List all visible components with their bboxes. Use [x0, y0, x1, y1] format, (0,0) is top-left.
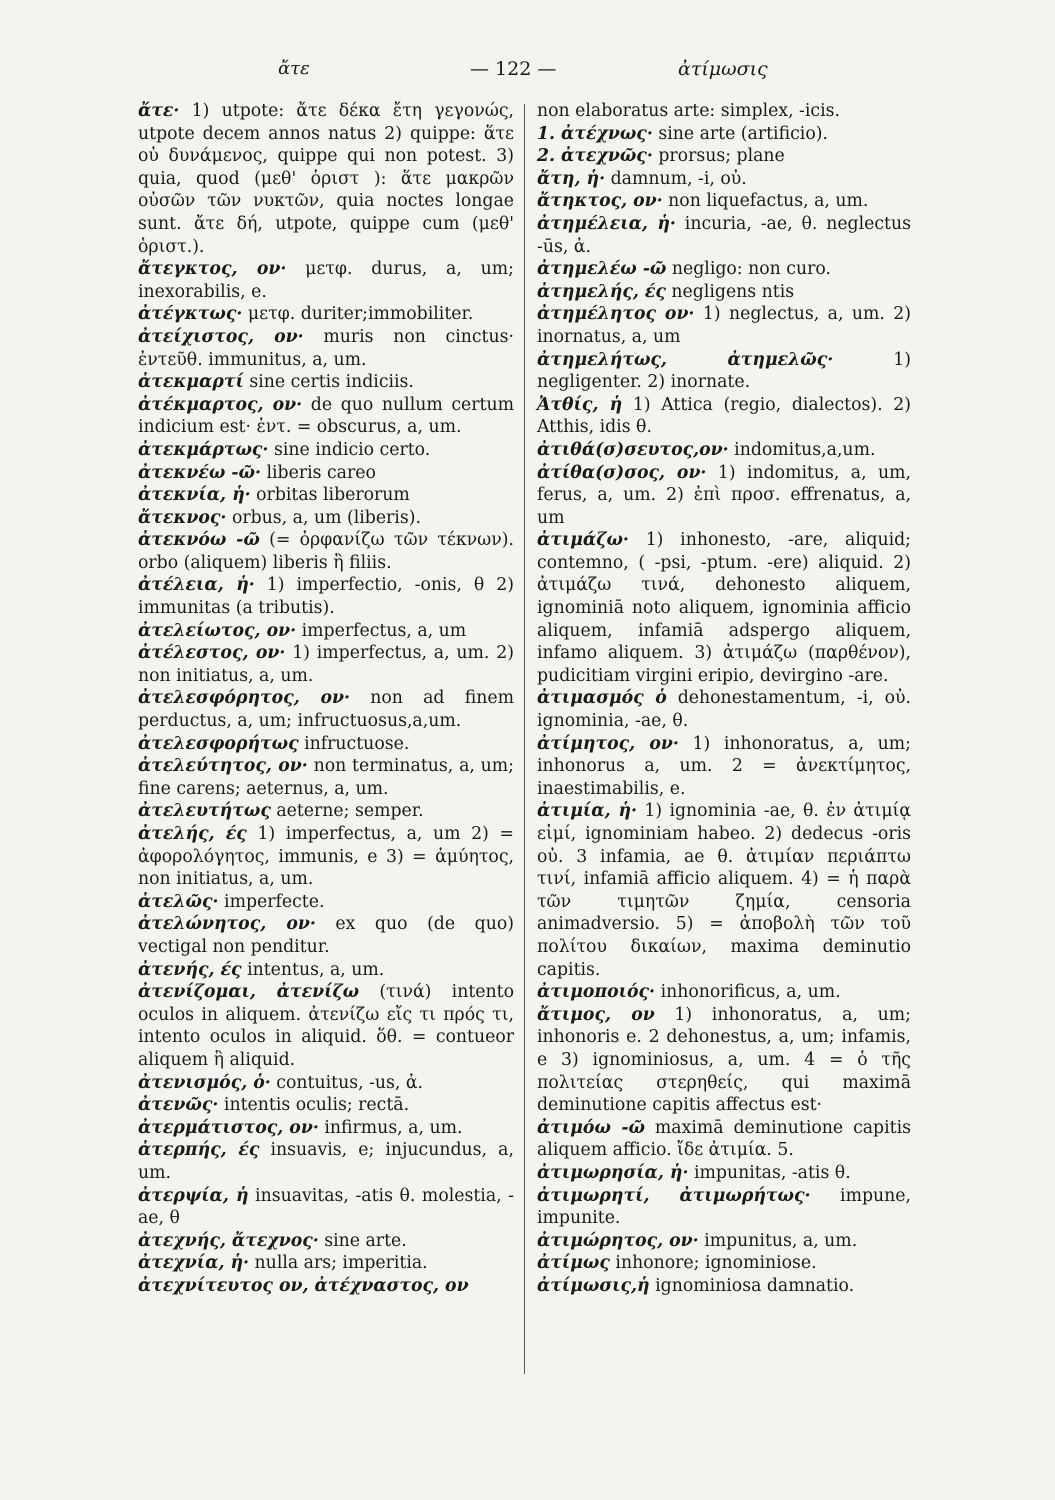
dictionary-entry [537, 281, 911, 304]
entry-definition: imperfecte. [218, 891, 325, 912]
entry-headword: ἀτελεσφόρητος, ον· [138, 688, 350, 709]
entry-headword: ἀτημελής, ές [537, 281, 666, 302]
entry-headword: ἀτημέλεια, ἡ· [537, 213, 676, 234]
dictionary-entry [138, 913, 514, 958]
entry-definition: 1) neglectus, a, um. 2) inornatus, a, um [537, 304, 911, 347]
dictionary-entry [537, 213, 911, 258]
entry-definition: 1) Attica (regio, dialectos). 2) Atthis, idis θ. [537, 394, 911, 438]
entry-headword: ἀτιμοποιός· [537, 982, 656, 1003]
dictionary-entry [138, 529, 514, 574]
entry-definition: μετφ. durus, a, um; inexorabilis, e. [138, 259, 514, 302]
dictionary-entry [138, 326, 514, 371]
dictionary-entry [537, 462, 911, 530]
dictionary-entry [138, 439, 514, 462]
entry-headword: Ἀτθίς, ἡ [537, 394, 623, 415]
entry-headword: ἀτέγκτως· [138, 304, 243, 325]
dictionary-entry [138, 1139, 514, 1184]
entry-definition: 1) imperfectus, a, um 2) = ἀφορολόγητος, immunis, e 3) = ἀμύητος, non initiatus, a, um. [138, 824, 514, 890]
entry-headword: ἀτημέλητος ον· [537, 304, 695, 325]
entry-headword: ἀτέλεια, ἡ· [138, 575, 255, 596]
entry-headword: ἀτελεύτητος, ον· [138, 756, 308, 777]
entry-definition: imperfectus, a, um [296, 620, 467, 641]
entry-definition: 1) negligenter. 2) inornate. [537, 349, 912, 393]
dictionary-entry [138, 1275, 514, 1298]
dictionary-entry [138, 574, 514, 619]
entry-definition: prorsus; plane [652, 146, 785, 167]
dictionary-entry [537, 303, 911, 348]
entry-definition: negligo: non curo. [666, 259, 831, 280]
entry-headword: ἀτίμητος, ον· [537, 733, 679, 754]
page-number: — 122 — [470, 58, 557, 80]
dictionary-entry [537, 349, 911, 394]
dictionary-entry [138, 800, 514, 823]
entry-definition: indomitus,a,um. [728, 439, 876, 460]
entry-headword: ἄτιμος, ον [537, 1004, 655, 1025]
dictionary-entry [138, 687, 514, 732]
dictionary-entry [537, 123, 911, 146]
dictionary-entry [537, 800, 911, 981]
entry-headword: ἀτελής, ές [138, 824, 247, 844]
dictionary-entry [138, 1252, 514, 1275]
entry-headword: ἀτέλεστος, ον· [138, 643, 286, 664]
entry-headword: ἀτενῶς· [138, 1095, 219, 1116]
entry-definition: maximā deminutione capitis aliquem afficio. ἴδε ἀτιμία. 5. [537, 1117, 911, 1161]
entry-definition: 1) indomitus, a, um, ferus, a, um. 2) ἐπὶ προσ. effrenatus, a, um [537, 462, 911, 528]
entry-headword: ἀτιμάζω· [537, 530, 629, 551]
entry-headword: ἄτεγκτος, ον· [138, 259, 287, 280]
entry-definition: non elaboratus arte: simplex, -icis. [537, 101, 840, 121]
entry-headword: ἀτεκνία, ἡ· [138, 485, 251, 506]
entry-definition: μετφ. duriter;immobiliter. [242, 304, 474, 325]
entry-headword: ἀτελείωτος, ον· [138, 620, 297, 641]
column-divider [524, 104, 525, 1374]
dictionary-entry [138, 303, 514, 326]
entry-headword: ἀτιμασμός ὁ [537, 688, 667, 709]
entry-headword: ἄτηκτος, ον· [537, 191, 663, 212]
entry-definition: 1) inhonoratus, a, um; inhonoris e. 2 dehonestus, a, um; infamis, e 3) ignominiosus, a, um. 4 = ὁ τῆς πολιτείας στερηθείς, qui maximā deminutione capitis affectus est· [537, 1004, 911, 1116]
entry-headword: ἀτελεσφορήτως [138, 733, 299, 754]
entry-headword: ἀτερμάτιστος, ον· [138, 1117, 319, 1138]
dictionary-entry [138, 394, 514, 439]
entry-headword: ἄτε· [138, 101, 180, 121]
entry-definition: 1) ignominia -ae, θ. ἐν ἀτιμίᾳ εἰμί, ignominiam habeo. 2) dedecus -oris οὐ. 3 infamia, ae θ. ἀτιμίαν περιάπτω τινί, infamiā afficio aliquem. 4) = ἡ παρὰ τῶν τιμητῶν ζημία, censoria animadversio. 5) = ἀποβολὴ τῶν τοῦ πολίτου δικαίων, maxima deminutio capitis. [537, 801, 911, 980]
entry-headword: ἀτεχνίτευτος ον, ἀτέχναστος, ον [138, 1275, 469, 1296]
entry-definition: non liquefactus, a, um. [662, 191, 869, 212]
entry-headword: ἀτεκνέω -ῶ· [138, 462, 261, 483]
dictionary-entry [138, 891, 514, 914]
running-header [0, 58, 1055, 88]
dictionary-entry [138, 484, 514, 507]
dictionary-entry [138, 507, 514, 530]
entry-headword: ἄτη, ἡ· [537, 168, 606, 189]
entry-headword: ἀτέκμαρτος, ον· [138, 394, 303, 415]
entry-definition: incuria, -ae, θ. neglectus -ūs, ἀ. [537, 213, 911, 257]
dictionary-entry [537, 145, 911, 168]
entry-headword: ἀτεκμάρτως· [138, 439, 269, 460]
entry-definition: non terminatus, a, um; fine carens; aeternus, a, um. [138, 756, 514, 799]
entry-definition: muris non cinctus· ἐντεῦθ. immunitus, a, um. [138, 326, 514, 370]
entry-headword: ἀτίμως [537, 1253, 610, 1274]
entry-definition: 1) imperfectio, -onis, θ 2) immunitas (a tributis). [138, 575, 514, 619]
dictionary-entry [537, 190, 911, 213]
entry-definition: negligens ntis [665, 281, 795, 302]
entry-headword: ἀτερπής, ές [138, 1140, 260, 1161]
entry-definition: intentus, a, um. [241, 959, 385, 980]
dictionary-entry [537, 529, 911, 687]
entry-headword: ἀτεκνόω -ῶ [138, 530, 260, 551]
header-left-guideword: ἄτε [278, 58, 310, 79]
entry-definition: 1) inhonoratus, a, um; inhonorus a, um. 2 = ἀνεκτίμητος, inaestimabilis, e. [537, 733, 911, 799]
dictionary-entry [537, 394, 911, 439]
entry-definition: aeterne; semper. [270, 801, 424, 822]
entry-headword: ἀτενισμός, ὁ· [138, 1072, 271, 1093]
dictionary-entry [138, 981, 514, 1071]
entry-headword: ἀτείχιστος, ον· [138, 326, 304, 347]
dictionary-entry [138, 823, 514, 891]
entry-headword: ἀτιμωρητί, ἀτιμωρήτως· [537, 1185, 811, 1206]
entry-headword: ἀτημελέω -ῶ [537, 259, 667, 280]
entry-definition: sine certis indiciis. [243, 372, 414, 393]
entry-headword: ἀτιθά(σ)σευτος,ον· [537, 439, 729, 460]
entry-definition: ex quo (de quo) vectigal non penditur. [138, 914, 514, 957]
dictionary-entry [537, 1230, 911, 1253]
dictionary-entry [138, 733, 514, 756]
entry-headword: ἀτενής, ές [138, 959, 242, 980]
dictionary-entry [138, 1094, 514, 1117]
entry-headword: ἀτιμία, ἡ· [537, 801, 638, 822]
entry-definition: impunitus, a, um. [698, 1230, 858, 1251]
entry-definition: insuavitas, -atis θ. molestia, -ae, θ [138, 1185, 514, 1229]
entry-definition: de quo nullum certum indicium est· ἐντ. = obscurus, a, um. [138, 394, 514, 438]
entry-definition: (τινά) intento oculos in aliquem. ἀτενίζω εἴς τι πρός τι, intento oculos in aliquid. ὅθ. = contueor aliquem ἢ aliquid. [138, 982, 514, 1070]
entry-definition: sine arte (artificio). [652, 123, 828, 144]
left-column [138, 100, 514, 1297]
entry-definition: sine arte. [318, 1230, 407, 1251]
entry-definition: inhonore; ignominiose. [609, 1253, 817, 1274]
entry-definition: (= ὀρφανίζω τῶν τέκνων). orbo (aliquem) liberis ἢ filiis. [138, 530, 515, 573]
dictionary-entry [138, 1185, 514, 1230]
entry-definition: dehonestamentum, -i, οὐ. ignominia, -ae, θ. [537, 688, 911, 732]
dictionary-entry [537, 687, 911, 732]
entry-headword: ἀτενίζομαι, ἀτενίζω [138, 982, 360, 1003]
dictionary-entry [138, 642, 514, 687]
dictionary-entry [138, 462, 514, 485]
dictionary-entry [138, 1117, 514, 1140]
dictionary-entry [138, 1072, 514, 1095]
entry-headword: ἀτεχνής, ἄτεχνος· [138, 1230, 319, 1251]
dictionary-entry [537, 1275, 911, 1298]
entry-headword: ἀτίθα(σ)σος, ον· [537, 462, 707, 483]
entry-definition: 1) imperfectus, a, um. 2) non initiatus, a, um. [138, 643, 514, 686]
entry-headword: ἄτεκνος· [138, 507, 227, 528]
entry-definition: nulla ars; imperitia. [249, 1253, 428, 1274]
dictionary-entry [537, 1162, 911, 1185]
entry-definition: infructuose. [298, 733, 410, 754]
dictionary-entry [138, 371, 514, 394]
dictionary-entry [537, 168, 911, 191]
entry-definition: liberis careo [261, 462, 376, 483]
right-column [537, 100, 911, 1297]
entry-definition: sine indicio certo. [268, 439, 431, 460]
header-right-guideword: ἀτίμωσις [678, 58, 768, 80]
dictionary-entry [537, 1252, 911, 1275]
entry-definition: impunitas, -atis θ. [688, 1162, 851, 1183]
dictionary-entry [138, 959, 514, 982]
entry-headword: ἀτημελήτως, ἀτημελῶς· [537, 349, 834, 370]
dictionary-entry [138, 620, 514, 643]
entry-headword: ἀτεχνία, ἡ· [138, 1253, 250, 1274]
entry-definition: damnum, -i, οὐ. [605, 168, 747, 189]
entry-definition: infirmus, a, um. [318, 1117, 463, 1138]
entry-definition: impune, impunite. [537, 1185, 911, 1229]
entry-headword: ἀτελῶς· [138, 891, 219, 912]
entry-headword: ἀτελευτήτως [138, 801, 271, 822]
entry-definition: inhonorificus, a, um. [655, 982, 841, 1003]
dictionary-entry [537, 439, 911, 462]
entry-definition: 1) utpote: ἄτε δέκα ἔτη γεγονώς, utpote decem annos natus 2) quippe: ἅτε οὐ δυνάμενος, quippe qui non potest. 3) quia, quod (μεθ' ὁριστ ): ἅτε μακρῶν οὐσῶν τῶν νυκτῶν, quia noctes longae sunt. ἄτε δή, utpote, quippe cum (μεθ' ὁριστ.). [138, 101, 514, 257]
dictionary-entry [537, 981, 911, 1004]
entry-headword: ἀτεκμαρτί [138, 372, 244, 393]
entry-headword: ἀτιμωρησία, ἡ· [537, 1162, 689, 1183]
dictionary-entry [537, 258, 911, 281]
entry-definition: contuitus, -us, ἀ. [270, 1072, 424, 1093]
entry-definition: ignominiosa damnatio. [649, 1275, 855, 1296]
dictionary-entry [537, 1117, 911, 1162]
entry-headword: 2. ἀτεχνῶς· [537, 146, 653, 167]
dictionary-entry [138, 258, 514, 303]
entry-definition: non ad finem perductus, a, um; infructuosus,a,um. [138, 688, 514, 732]
dictionary-entry [537, 1004, 911, 1117]
entry-definition: intentis oculis; rectā. [218, 1095, 410, 1116]
entry-headword: 1. ἀτέχνως· [537, 123, 653, 144]
entry-headword: ἀτιμόω -ῶ [537, 1117, 645, 1138]
entry-headword: ἀτιμώρητος, ον· [537, 1230, 699, 1251]
entry-headword: ἀτίμωσις,ἡ [537, 1275, 650, 1296]
entry-definition: insuavis, e; injucundus, a, um. [138, 1140, 514, 1183]
entry-headword: ἀτελώνητος, ον· [138, 914, 316, 935]
dictionary-entry [537, 733, 911, 801]
dictionary-entry [537, 100, 911, 123]
dictionary-entry [138, 755, 514, 800]
dictionary-entry [537, 1185, 911, 1230]
entry-definition: orbitas liberorum [250, 485, 410, 506]
dictionary-entry [138, 100, 514, 258]
entry-definition: 1) inhonesto, -are, aliquid; contemno, ( -psi, -ptum. -ere) aliquid. 2) ἀτιμάζω τινά, dehonesto aliquem, ignominiā noto aliquem, ignominia afficio aliquem, infamiā adspergo aliquem, infamo aliquem. 3) ἀτιμάζω (παρθένον), pudicitiam virgini eripio, devirgino -are. [537, 530, 911, 686]
dictionary-entry [138, 1230, 514, 1253]
entry-headword: ἀτερψία, ἡ [138, 1185, 249, 1206]
entry-definition: orbus, a, um (liberis). [226, 507, 421, 528]
